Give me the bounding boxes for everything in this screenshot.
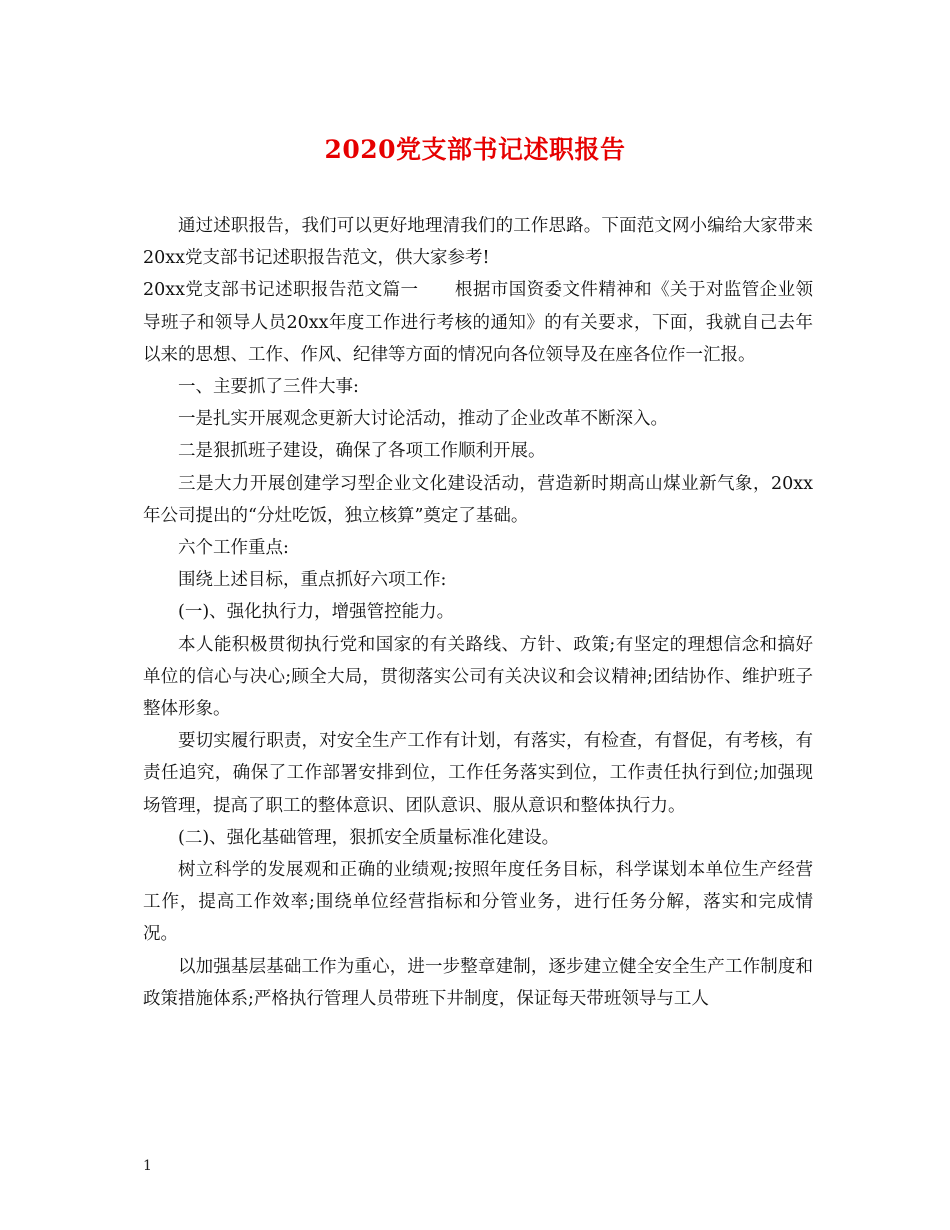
document-title: 2020党支部书记述职报告 bbox=[324, 135, 626, 164]
paragraph-six-tasks: 围绕上述目标，重点抓好六项工作: bbox=[178, 570, 447, 591]
paragraph-execution: 本人能积极贯彻执行党和国家的有关路线、方针、政策;有坚定的理想信念和搞好单位的信心与决心;顾全大局，贯彻落实公司有关决议和会议精神;团结协作、维护班子整体形象。 bbox=[143, 634, 813, 720]
section-heading-text: 20xx党支部书记述职报告范文篇一 bbox=[143, 280, 419, 301]
section-opening-text: 根据市国资委文件精神和《关于对监管企业领导班子和领导人员20xx年度工作进行考核的通知》的有关要求，下面，我就自己去年以来的思想、工作、作风、纪律等方面的情况向各位领导及在座各位作一汇报。 bbox=[143, 280, 814, 365]
page-number: 1 bbox=[143, 1158, 152, 1174]
paragraph-item-two: 二是狠抓班子建设，确保了各项工作顺利开展。 bbox=[178, 441, 546, 462]
paragraph-subheading-two: (二)、强化基础管理，狠抓安全质量标准化建设。 bbox=[178, 827, 560, 848]
paragraph-foundation-work: 以加强基层基础工作为重心，进一步整章建制，逐步建立健全安全生产工作制度和政策措施体系;严格执行管理人员带班下井制度，保证每天带班领导与工人 bbox=[143, 956, 813, 1009]
paragraph-item-three: 三是大力开展创建学习型企业文化建设活动，营造新时期高山煤业新气象，20xx年公司提出的“分灶吃饭，独立核算”奠定了基础。 bbox=[143, 473, 813, 526]
paragraph-intro: 通过述职报告，我们可以更好地理清我们的工作思路。下面范文网小编给大家带来20xx党支部书记述职报告范文，供大家参考! bbox=[143, 216, 813, 269]
paragraph-subheading-one: (一)、强化执行力，增强管控能力。 bbox=[178, 602, 455, 623]
document-body bbox=[143, 210, 813, 1015]
paragraph-six-priorities: 六个工作重点: bbox=[178, 538, 289, 559]
paragraph-main-items: 一、主要抓了三件大事: bbox=[178, 377, 359, 398]
paragraph-item-one: 一是扎实开展观念更新大讨论活动，推动了企业改革不断深入。 bbox=[178, 409, 668, 430]
paragraph-development-view: 树立科学的发展观和正确的业绩观;按照年度任务目标，科学谋划本单位生产经营工作，提高工作效率;围绕单位经营指标和分管业务，进行任务分解，落实和完成情况。 bbox=[143, 860, 813, 945]
paragraph-section-heading bbox=[143, 274, 813, 371]
paragraph-responsibility: 要切实履行职责，对安全生产工作有计划，有落实，有检查，有督促，有考核，有责任追究，确保了工作部署安排到位，工作任务落实到位，工作责任执行到位;加强现场管理，提高了职工的整体意识、团队意识、服从意识和整体执行力。 bbox=[143, 731, 813, 816]
